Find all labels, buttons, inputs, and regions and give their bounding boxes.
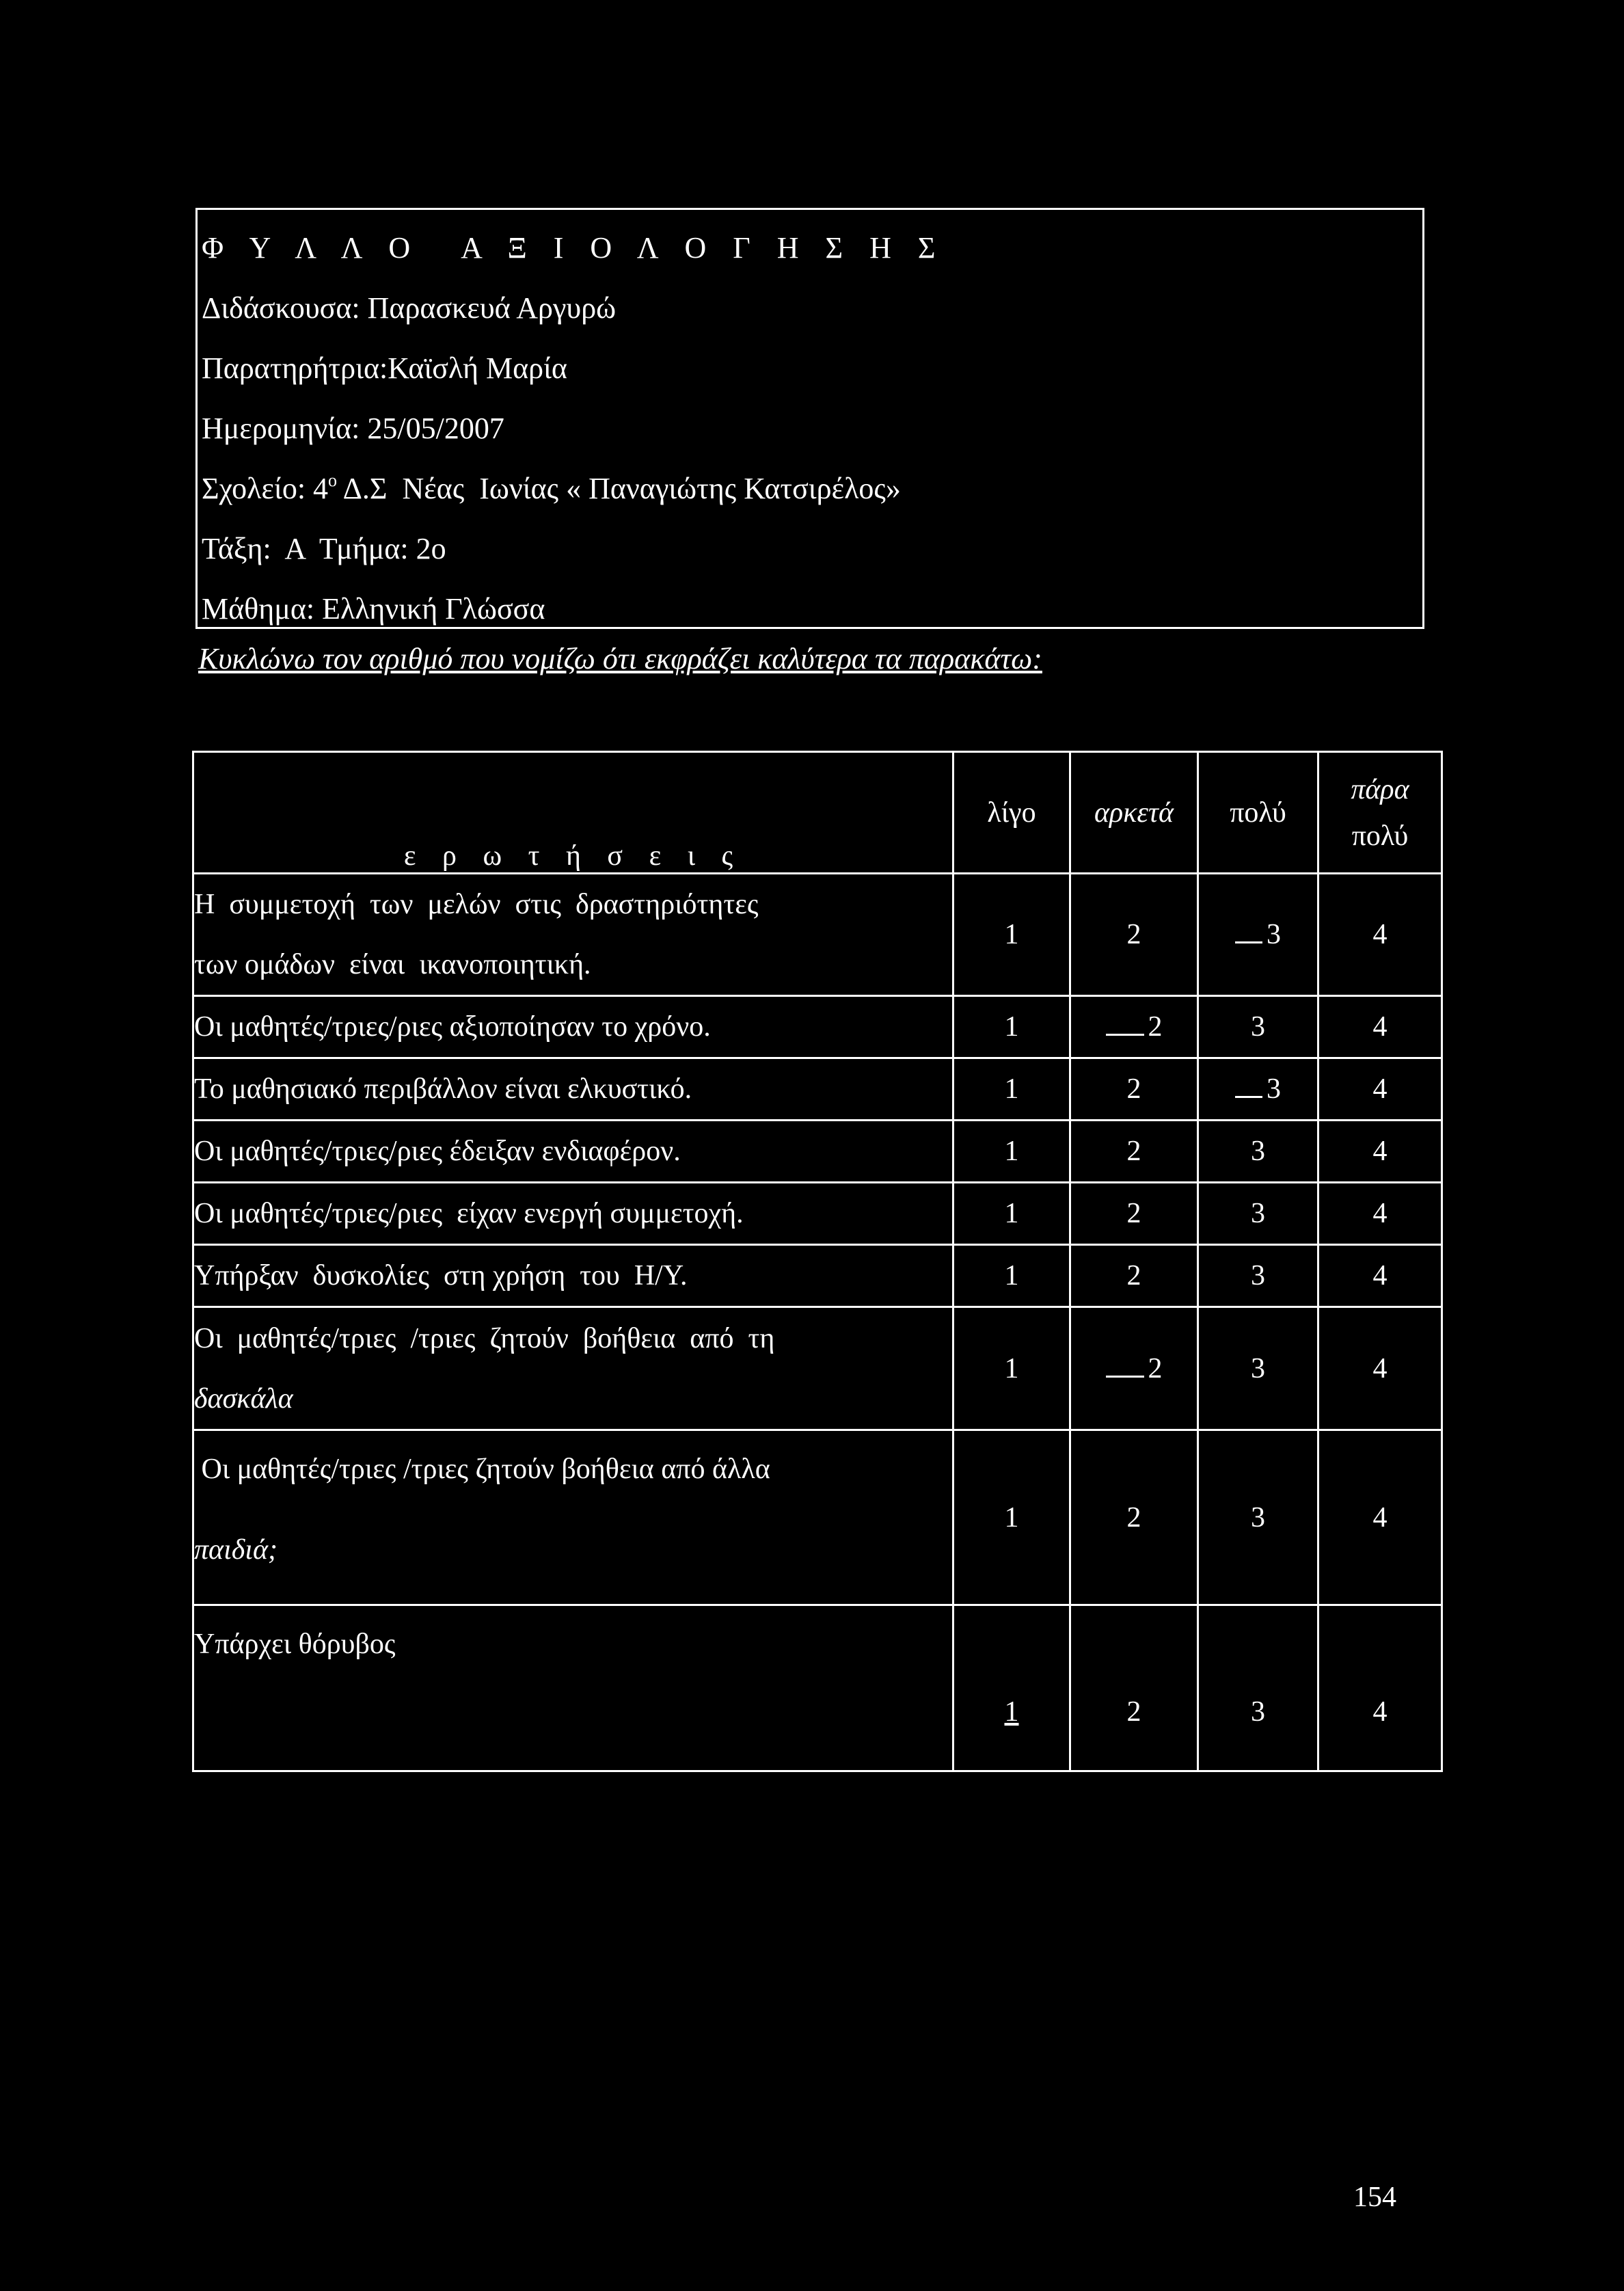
rating-4[interactable]: 4 [1318, 1245, 1442, 1307]
page-number: 154 [1353, 2182, 1396, 2213]
table-row [193, 1245, 1442, 1307]
rating-value: 2 [1148, 1011, 1163, 1043]
question-text-cont: των ομάδων είναι ικανοποιητική. [194, 949, 591, 980]
table-row [193, 1307, 1442, 1430]
rating-4[interactable]: 4 [1318, 1307, 1442, 1430]
table-row [193, 1058, 1442, 1121]
table-row [193, 1430, 1442, 1605]
question-cell: Υπάρχει θόρυβος [193, 1605, 953, 1771]
table-row [193, 996, 1442, 1058]
title-word-2: Α Ξ Ι Ο Λ Ο Γ Η Σ Η Σ [461, 231, 945, 265]
rating-2[interactable]: 2 [1070, 1058, 1198, 1121]
rating-1[interactable]: 1 [953, 1058, 1070, 1121]
rating-1[interactable]: 1 [953, 1183, 1070, 1245]
rating-1[interactable]: 1 [953, 1430, 1070, 1605]
rating-3[interactable]: 3 [1198, 1121, 1318, 1183]
header-little: λίγο [953, 752, 1070, 874]
teacher-line: Διδάσκουσα: Παρασκευά Αργυρώ [202, 291, 617, 325]
question-cell: Το μαθησιακό περιβάλλον είναι ελκυστικό. [193, 1058, 953, 1121]
rating-4[interactable]: 4 [1318, 874, 1442, 996]
date-line: Ημερομηνία: 25/05/2007 [202, 412, 504, 445]
rating-value: 2 [1148, 1352, 1163, 1384]
rating-2-marked[interactable] [1070, 996, 1198, 1058]
table-row [193, 1605, 1442, 1771]
header-enough: αρκετά [1070, 752, 1198, 874]
class-line: Τάξη: Α Τμήμα: 2ο [202, 532, 446, 565]
table-row [193, 1183, 1442, 1245]
rating-value: 3 [1267, 1073, 1281, 1105]
rating-3[interactable]: 3 [1198, 1183, 1318, 1245]
question-cell [193, 874, 953, 996]
rating-3-marked[interactable] [1198, 874, 1318, 996]
header-very-much-line2: πολύ [1351, 820, 1409, 852]
rating-1[interactable]: 1 [953, 874, 1070, 996]
rating-2[interactable]: 2 [1070, 1430, 1198, 1605]
rating-value: 3 [1267, 919, 1281, 950]
rating-4[interactable]: 4 [1318, 996, 1442, 1058]
rating-2[interactable]: 2 [1070, 1121, 1198, 1183]
header-very-much-line1: πάρα [1351, 773, 1409, 805]
school-ordinal-sup: ο [328, 470, 338, 490]
question-cell: Υπήρξαν δυσκολίες στη χρήση του Η/Υ. [193, 1245, 953, 1307]
rating-3[interactable]: 3 [1198, 1605, 1318, 1771]
observer-line: Παρατηρήτρια:Καϊσλή Μαρία [202, 351, 567, 385]
question-cell [193, 1307, 953, 1430]
table-row [193, 1121, 1442, 1183]
rating-2[interactable]: 2 [1070, 874, 1198, 996]
question-text-cont: παιδιά; [194, 1534, 278, 1566]
question-cell: Οι μαθητές/τριες/ριες αξιοποίησαν το χρόνο. [193, 996, 953, 1058]
question-cell [193, 1430, 953, 1605]
rating-3-marked[interactable] [1198, 1058, 1318, 1121]
rating-2[interactable]: 2 [1070, 1605, 1198, 1771]
sheet-title [202, 218, 1422, 278]
table-row [193, 874, 1442, 996]
rating-1[interactable]: 1 [953, 1307, 1070, 1430]
question-cell: Οι μαθητές/τριες/ριες είχαν ενεργή συμμετοχή. [193, 1183, 953, 1245]
question-text: Οι μαθητές/τριες /τριες ζητούν βοήθεια από άλλα [194, 1453, 770, 1485]
rating-3[interactable]: 3 [1198, 1430, 1318, 1605]
rating-1[interactable]: 1 [953, 1245, 1070, 1307]
rating-4[interactable]: 4 [1318, 1605, 1442, 1771]
rating-2[interactable]: 2 [1070, 1183, 1198, 1245]
instruction-text: Κυκλώνω τον αριθμό που νομίζω ότι εκφράζει καλύτερα τα παρακάτω: [198, 642, 1042, 675]
rating-4[interactable]: 4 [1318, 1183, 1442, 1245]
header-very-much [1318, 752, 1442, 874]
question-text: Οι μαθητές/τριες /τριες ζητούν βοήθεια από τη [194, 1322, 775, 1354]
rating-1[interactable]: 1 [953, 996, 1070, 1058]
rating-2[interactable]: 2 [1070, 1245, 1198, 1307]
question-text-cont: δασκάλα [194, 1382, 293, 1415]
rating-1-marked[interactable]: 1 [953, 1605, 1070, 1771]
rating-4[interactable]: 4 [1318, 1121, 1442, 1183]
rating-4[interactable]: 4 [1318, 1058, 1442, 1121]
school-line [202, 459, 1422, 519]
rating-4[interactable]: 4 [1318, 1430, 1442, 1605]
rating-3[interactable]: 3 [1198, 1245, 1318, 1307]
rating-3[interactable]: 3 [1198, 1307, 1318, 1430]
rating-3[interactable]: 3 [1198, 996, 1318, 1058]
question-cell: Οι μαθητές/τριες/ριες έδειξαν ενδιαφέρον. [193, 1121, 953, 1183]
school-prefix: Σχολείο: 4 [202, 472, 329, 505]
rating-1[interactable]: 1 [953, 1121, 1070, 1183]
ratings-table [192, 751, 1443, 1772]
title-word-1: Φ Υ Λ Λ Ο [202, 231, 420, 265]
header-much: πολύ [1198, 752, 1318, 874]
subject-line: Μάθημα: Ελληνική Γλώσσα [202, 592, 545, 626]
school-name: Δ.Σ Νέας Ιωνίας « Παναγιώτης Κατσιρέλος» [337, 472, 901, 505]
question-text: Η συμμετοχή των μελών στις δραστηριότητες [194, 889, 759, 920]
table-header-row [193, 752, 1442, 874]
questions-header: ε ρ ω τ ή σ ε ι ς [193, 752, 953, 874]
rating-2-marked[interactable] [1070, 1307, 1198, 1430]
evaluation-info-box [195, 208, 1424, 629]
